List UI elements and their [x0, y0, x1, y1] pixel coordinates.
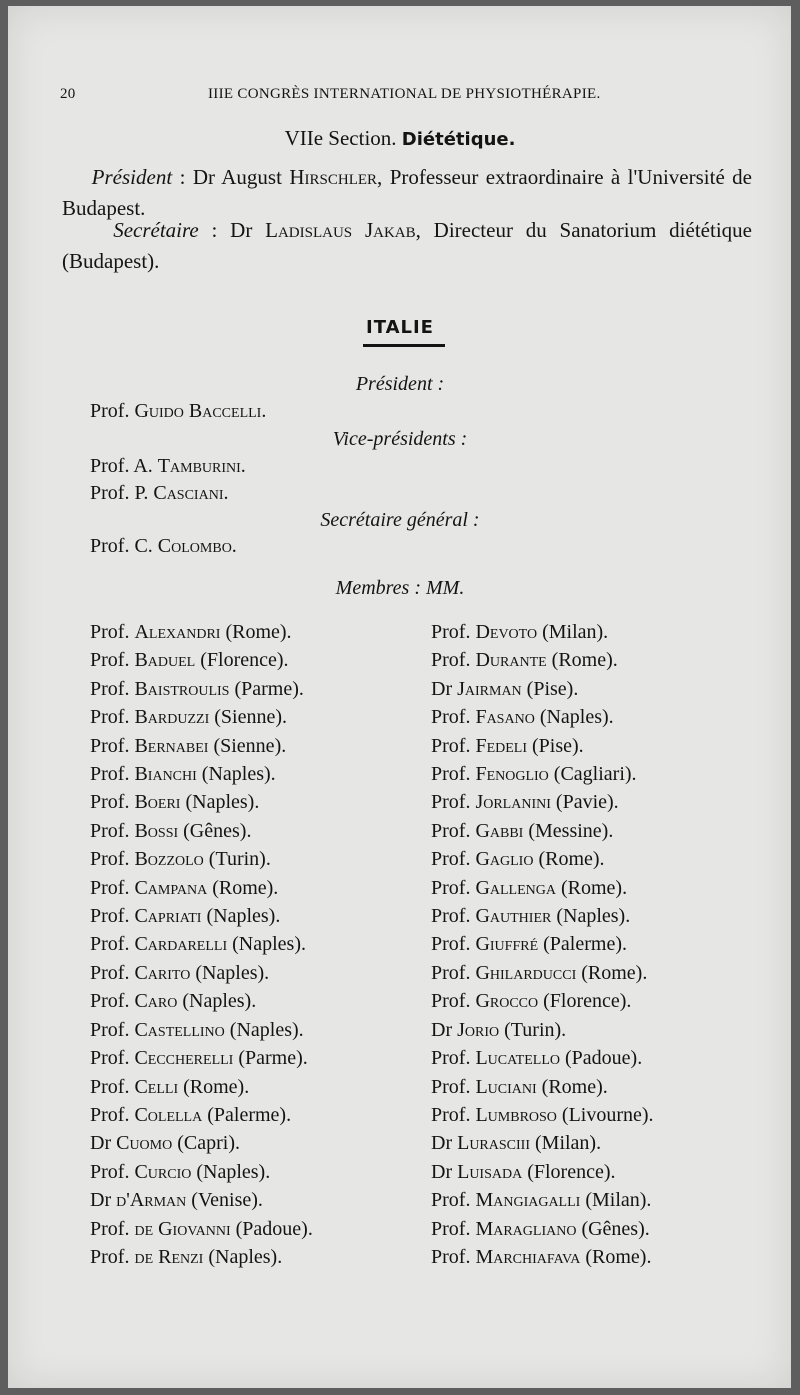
member-entry	[90, 1073, 430, 1101]
member-name: de Giovanni	[134, 1217, 231, 1240]
name-prefix: Prof.	[90, 1217, 135, 1240]
name-prefix: Prof.	[90, 905, 135, 928]
member-entry	[431, 1243, 761, 1271]
member-name: Cardarelli	[134, 933, 228, 956]
name-prefix: Prof.	[90, 791, 135, 814]
president-description: , Professeur extraordinaire à l'Université de Budapest.	[62, 165, 753, 220]
member-entry	[431, 1016, 761, 1044]
member-entry	[90, 1044, 430, 1072]
member-entry	[90, 1215, 430, 1243]
member-name: Jairman	[457, 677, 522, 700]
member-entry	[431, 703, 761, 731]
member-city: (Venise).	[186, 1189, 263, 1212]
role-members: Membres : MM.	[335, 577, 465, 599]
name-prefix: Prof.	[431, 933, 476, 956]
member-city: (Naples).	[191, 1160, 271, 1183]
member-city: (Rome).	[178, 1075, 250, 1098]
officer-vice-2	[90, 482, 228, 505]
member-city: (Naples).	[201, 905, 281, 928]
member-city: (Sienne).	[208, 734, 287, 757]
name-prefix: Prof.	[431, 1245, 476, 1268]
member-name: Giuffré	[475, 933, 539, 956]
officer-name: Colombo.	[157, 535, 237, 557]
officer-name: Guido Baccelli.	[134, 400, 267, 422]
member-entry	[90, 902, 430, 930]
member-entry	[431, 987, 761, 1015]
member-entry	[431, 845, 761, 873]
member-entry	[431, 874, 761, 902]
member-entry	[431, 646, 761, 674]
member-name: Lucatello	[475, 1047, 560, 1070]
president-surname: Hirschler	[289, 165, 378, 189]
member-city: (Pavie).	[550, 791, 619, 814]
member-city: (Naples).	[224, 1018, 304, 1041]
name-prefix: Prof.	[431, 1103, 476, 1126]
member-name: de Renzi	[134, 1245, 204, 1268]
member-entry	[90, 760, 430, 788]
member-name: Curcio	[134, 1160, 192, 1183]
member-entry	[431, 618, 761, 646]
member-name: Gabbi	[475, 819, 524, 842]
member-name: Lurasciii	[457, 1132, 530, 1155]
member-entry	[431, 1101, 761, 1129]
name-prefix: Prof.	[431, 1189, 476, 1212]
member-entry	[431, 1073, 761, 1101]
member-name: Gaglio	[475, 848, 534, 871]
member-city: (Rome).	[533, 848, 605, 871]
member-city: (Messine).	[523, 819, 614, 842]
member-name: Caro	[134, 990, 178, 1013]
member-entry	[90, 1016, 430, 1044]
member-name: Ceccherelli	[134, 1047, 234, 1070]
role-vice-presidents: Vice-présidents :	[332, 428, 468, 450]
name-prefix: Prof.	[431, 649, 476, 672]
name-prefix: Prof.	[90, 400, 135, 422]
page-number: 20	[60, 86, 76, 102]
member-city: (Milan).	[580, 1189, 652, 1212]
member-entry	[90, 1101, 430, 1129]
name-prefix: Prof.	[90, 1103, 135, 1126]
member-name: Ghilarducci	[475, 961, 577, 984]
member-city: (Naples).	[551, 905, 631, 928]
member-entry	[431, 930, 761, 958]
member-name: Castellino	[134, 1018, 225, 1041]
member-entry	[90, 703, 430, 731]
member-city: (Naples).	[534, 706, 614, 729]
name-prefix: Prof.	[90, 1075, 135, 1098]
name-prefix: Prof.	[90, 1018, 135, 1041]
name-prefix: Prof.	[90, 763, 135, 786]
name-prefix: Prof.	[431, 763, 476, 786]
name-prefix: Prof.	[90, 1245, 135, 1268]
member-name: Lumbroso	[475, 1103, 557, 1126]
member-name: Celli	[134, 1075, 179, 1098]
name-prefix: Prof.	[90, 933, 135, 956]
member-name: Devoto	[475, 621, 538, 643]
name-prefix: Prof. C.	[90, 535, 158, 557]
member-name: Maragliano	[475, 1217, 577, 1240]
member-city: (Padoue).	[560, 1047, 643, 1070]
running-title: IIIE CONGRÈS INTERNATIONAL DE PHYSIOTHÉRAPIE.	[208, 86, 601, 102]
member-city: (Naples).	[203, 1245, 283, 1268]
name-prefix: Prof.	[431, 1047, 476, 1070]
member-city: (Naples).	[180, 791, 260, 814]
name-prefix: Prof.	[90, 961, 135, 984]
member-entry	[431, 1186, 761, 1214]
member-city: (Palerme).	[202, 1103, 292, 1126]
name-prefix: Prof.	[431, 791, 476, 814]
member-entry	[90, 1129, 430, 1157]
member-city: (Milan).	[530, 1132, 602, 1155]
member-entry	[431, 902, 761, 930]
member-name: Jorlanini	[475, 791, 551, 814]
member-city: (Gênes).	[576, 1217, 650, 1240]
member-name: Fasano	[475, 706, 535, 729]
member-city: (Parme).	[233, 1047, 308, 1070]
name-prefix: Dr	[90, 1132, 117, 1155]
heading-rule	[363, 344, 445, 347]
name-prefix: Prof.	[431, 819, 476, 842]
name-prefix: Prof.	[431, 621, 476, 643]
member-city: (Pise).	[527, 734, 584, 757]
member-name: Bernabei	[134, 734, 209, 757]
member-name: Fedeli	[475, 734, 528, 757]
member-name: Mangiagalli	[475, 1189, 581, 1212]
member-entry	[431, 959, 761, 987]
member-entry	[90, 987, 430, 1015]
member-city: (Pise).	[521, 677, 579, 700]
member-city: (Florence).	[195, 649, 289, 672]
member-name: Bossi	[134, 819, 179, 842]
name-prefix: Prof.	[90, 1160, 135, 1183]
member-city: (Naples).	[177, 990, 257, 1013]
member-entry	[431, 1215, 761, 1243]
officer-vice-1	[90, 455, 246, 478]
name-prefix: Prof. P.	[90, 482, 154, 504]
member-name: Baduel	[134, 649, 196, 672]
member-name: Marchiafava	[475, 1245, 581, 1268]
name-prefix: Prof.	[431, 876, 476, 899]
name-prefix: Prof.	[90, 734, 135, 757]
member-city: (Naples).	[190, 961, 270, 984]
member-city: (Rome).	[556, 876, 628, 899]
separator: :	[172, 165, 193, 189]
officer-secretary	[90, 535, 237, 558]
member-entry	[431, 788, 761, 816]
secretary-label: Secrétaire	[113, 218, 199, 242]
name-prefix: Prof.	[90, 990, 135, 1013]
role-secretary-general: Secrétaire général :	[320, 509, 480, 531]
member-name: Grocco	[475, 990, 539, 1013]
member-city: (Turin).	[499, 1018, 567, 1041]
name-prefix: Prof.	[90, 649, 135, 672]
section-name: Diététique.	[401, 129, 516, 150]
member-name: Fenoglio	[475, 763, 549, 786]
member-entry	[431, 760, 761, 788]
member-entry	[431, 732, 761, 760]
member-city: (Sienne).	[209, 706, 287, 729]
name-prefix: Dr	[431, 677, 458, 700]
member-name: Gallenga	[475, 876, 556, 899]
member-city: (Florence).	[538, 990, 632, 1013]
member-entry	[90, 817, 430, 845]
member-city: (Rome).	[536, 1075, 608, 1098]
member-entry	[90, 788, 430, 816]
secretary-name: Ladislaus Jakab	[252, 218, 416, 242]
member-entry	[90, 874, 430, 902]
name-prefix: Prof.	[90, 876, 135, 899]
name-prefix: Prof.	[90, 677, 135, 700]
member-city: (Livourne).	[556, 1103, 654, 1126]
member-entry	[431, 1129, 761, 1157]
name-prefix: Prof.	[431, 961, 476, 984]
member-name: Campana	[134, 876, 208, 899]
member-name: Gauthier	[475, 905, 552, 928]
member-entry	[90, 1186, 430, 1214]
member-entry	[431, 1158, 761, 1186]
section-title	[0, 126, 800, 151]
name-prefix: Prof.	[90, 621, 135, 643]
first-name: August	[215, 165, 290, 189]
members-left-column	[90, 618, 430, 1271]
role-president: Président :	[355, 373, 445, 395]
officer-president	[90, 400, 266, 423]
member-name: Barduzzi	[134, 706, 210, 729]
members-right-column	[431, 618, 761, 1271]
secretary-description: , Directeur du Sanatorium diététique (Budapest).	[62, 218, 752, 273]
name-prefix: Dr	[431, 1132, 458, 1155]
member-name: Capriati	[134, 905, 202, 928]
member-entry	[90, 732, 430, 760]
member-entry	[431, 675, 761, 703]
member-name: Luciani	[475, 1075, 537, 1098]
name-prefix: Prof.	[431, 848, 476, 871]
member-city: (Rome).	[580, 1245, 652, 1268]
name-prefix: Prof.	[90, 1047, 135, 1070]
member-name: Baistroulis	[134, 677, 230, 700]
member-city: (Cagliari).	[548, 763, 637, 786]
member-entry	[431, 1044, 761, 1072]
member-city: (Palerme).	[538, 933, 627, 956]
member-name: Bozzolo	[134, 848, 204, 871]
president-label: Président	[91, 165, 173, 189]
member-name: Alexandri	[134, 621, 221, 643]
member-city: (Capri).	[172, 1132, 240, 1155]
member-entry	[90, 646, 430, 674]
member-name: Jorio	[457, 1018, 500, 1041]
name-prefix: Prof.	[90, 706, 135, 729]
separator: :	[198, 218, 231, 242]
member-city: (Florence).	[522, 1160, 616, 1183]
name-prefix: Dr	[431, 1160, 458, 1183]
name-prefix: Prof.	[431, 734, 476, 757]
member-name: Bianchi	[134, 763, 197, 786]
name-prefix: Dr	[90, 1189, 117, 1212]
member-name: Boeri	[134, 791, 181, 814]
name-prefix: Prof.	[431, 1075, 476, 1098]
member-entry	[90, 959, 430, 987]
title-abbrev: Dr	[192, 165, 215, 189]
member-city: (Rome).	[207, 876, 279, 899]
page-header	[58, 86, 758, 108]
member-city: (Milan).	[537, 621, 609, 643]
name-prefix: Prof. A.	[90, 455, 158, 477]
member-name: Colella	[134, 1103, 203, 1126]
member-name: Carito	[134, 961, 191, 984]
member-city: (Turin).	[203, 848, 271, 871]
member-entry	[90, 618, 430, 646]
name-prefix: Prof.	[431, 990, 476, 1013]
member-entry	[90, 930, 430, 958]
section-number: VIIe Section.	[284, 126, 397, 150]
member-name: Durante	[475, 649, 547, 672]
member-city: (Gênes).	[178, 819, 252, 842]
member-name: Cuomo	[116, 1132, 173, 1155]
member-city: (Parme).	[229, 677, 304, 700]
member-entry	[90, 675, 430, 703]
secretary-paragraph	[62, 215, 752, 277]
name-prefix: Prof.	[431, 905, 476, 928]
member-entry	[90, 1158, 430, 1186]
title-abbrev: Dr	[230, 218, 253, 242]
name-prefix: Prof.	[90, 848, 135, 871]
member-name: d'Arman	[116, 1189, 187, 1212]
member-city: (Naples).	[227, 933, 306, 956]
member-city: (Rome).	[546, 649, 618, 672]
member-city: (Naples).	[196, 763, 276, 786]
member-name: Luisada	[457, 1160, 523, 1183]
member-entry	[431, 817, 761, 845]
member-entry	[90, 1243, 430, 1271]
member-entry	[90, 845, 430, 873]
name-prefix: Prof.	[90, 819, 135, 842]
name-prefix: Dr	[431, 1018, 458, 1041]
officer-name: Casciani.	[153, 482, 229, 504]
name-prefix: Prof.	[431, 1217, 476, 1240]
country-heading: ITALIE	[366, 317, 434, 338]
member-city: (Rome).	[220, 621, 292, 643]
name-prefix: Prof.	[431, 706, 476, 729]
member-city: (Padoue).	[230, 1217, 313, 1240]
member-city: (Rome).	[576, 961, 648, 984]
officer-name: Tamburini.	[157, 455, 246, 477]
